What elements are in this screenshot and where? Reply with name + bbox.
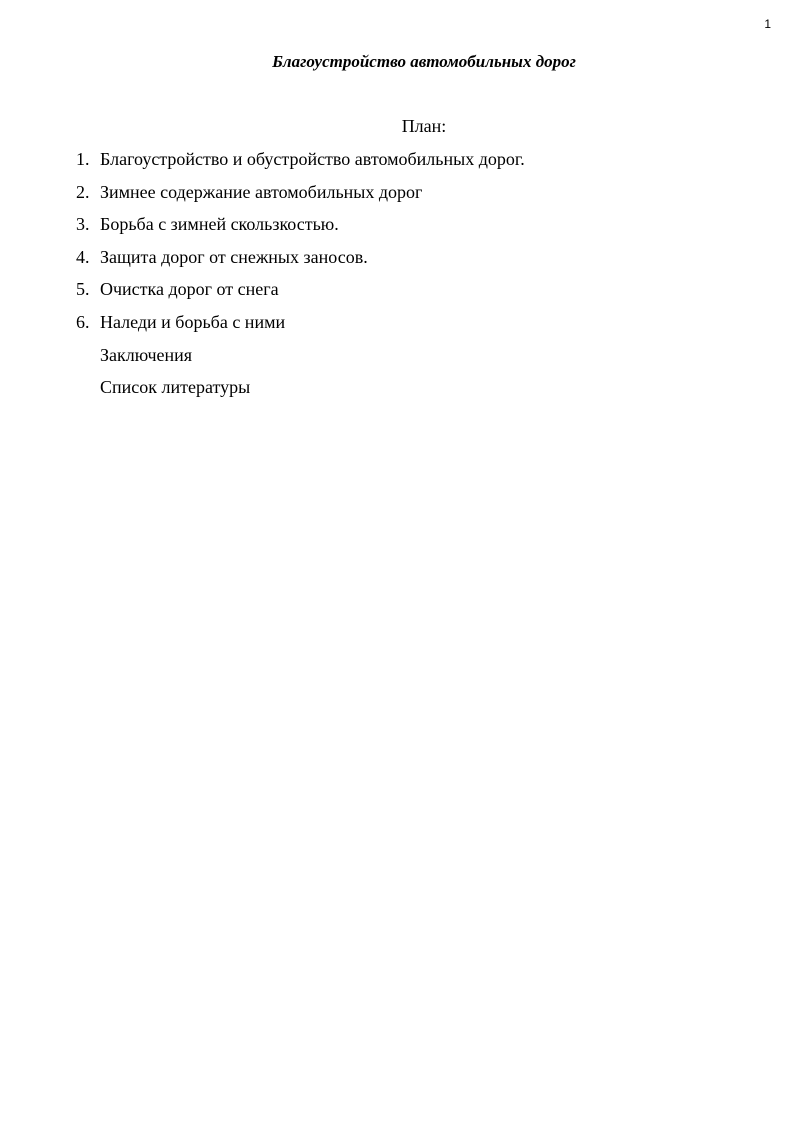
plan-item-conclusion	[76, 344, 525, 377]
plan-item-text: Очистка дорог от снега	[100, 279, 279, 300]
plan-item-text: Список литературы	[100, 377, 251, 398]
document-title: Благоустройство автомобильных дорог	[272, 52, 576, 71]
plan-item-number: 1.	[76, 149, 90, 169]
plan-item-number: 6.	[76, 311, 90, 332]
plan-heading: План:	[401, 116, 447, 136]
plan-item	[76, 181, 525, 214]
plan-item	[76, 246, 525, 279]
plan-item-number: 2.	[76, 181, 90, 202]
plan-item	[76, 213, 525, 246]
plan-item	[76, 311, 525, 344]
page-number: 1	[764, 17, 771, 31]
plan-item	[76, 148, 525, 181]
plan-item-text: Борьба с зимней скользкостью.	[100, 214, 339, 235]
plan-item-text: Зимнее содержание автомобильных дорог	[100, 181, 423, 202]
plan-item-text: Благоустройство и обустройство автомобильных дорог.	[100, 149, 525, 169]
plan-item-references	[76, 376, 525, 409]
plan-item	[76, 278, 525, 311]
plan-list	[76, 148, 525, 409]
plan-item-text: Защита дорог от снежных заносов.	[100, 246, 368, 267]
plan-item-text: Заключения	[100, 344, 193, 365]
plan-item-number: 5.	[76, 279, 90, 300]
plan-item-number: 3.	[76, 214, 90, 235]
plan-item-number: 4.	[76, 246, 90, 267]
plan-item-text: Наледи и борьба с ними	[100, 311, 286, 332]
